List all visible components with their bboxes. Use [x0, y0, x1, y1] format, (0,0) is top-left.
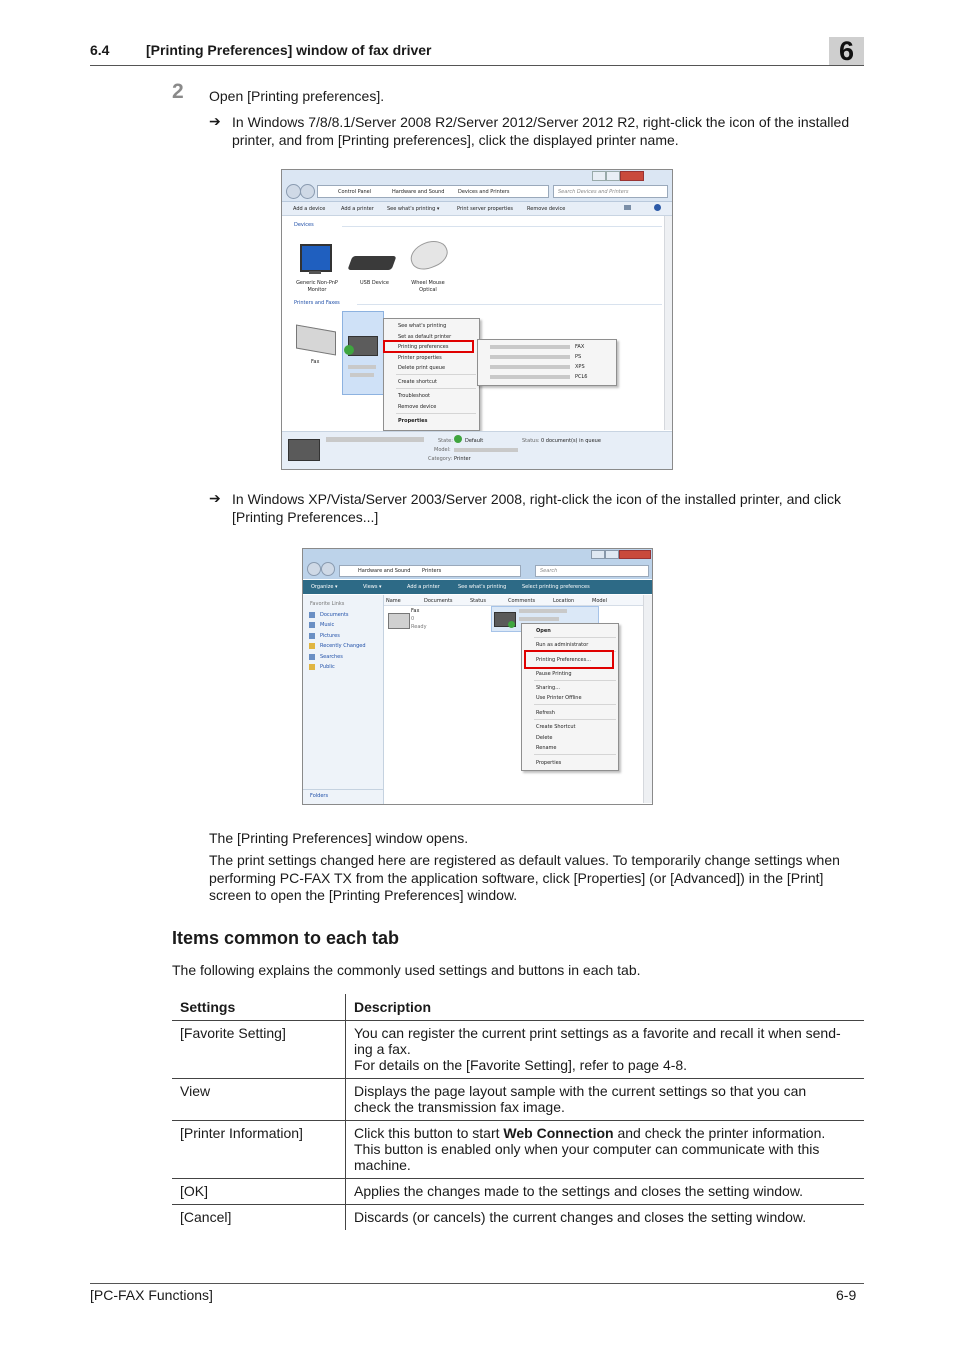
fax-machine-icon[interactable] — [296, 324, 336, 355]
column-documents[interactable]: Documents — [424, 598, 453, 604]
back-button[interactable] — [307, 562, 321, 576]
screenshot-devices-and-printers — [281, 169, 673, 470]
description-line: Applies the changes made to the settings and closes the setting window. — [354, 1183, 804, 1199]
usb-keyboard-icon[interactable] — [347, 256, 396, 270]
view-options-icon[interactable] — [624, 205, 631, 210]
table-row — [172, 1121, 864, 1179]
fax-label: Fax — [311, 359, 320, 365]
printer-name-obscured — [348, 365, 376, 369]
details-pane — [282, 431, 672, 470]
section-intro: The following explains the commonly used settings and buttons in each tab. — [172, 962, 641, 978]
details-category-value: Printer — [454, 456, 471, 462]
column-status[interactable]: Status — [470, 598, 486, 604]
obscured-printer-name — [490, 345, 570, 349]
add-device-button[interactable]: Add a device — [293, 206, 326, 212]
context-menu — [521, 623, 619, 771]
column-name[interactable]: Name — [386, 598, 401, 604]
devices-divider — [342, 226, 662, 227]
menu-remove-device[interactable]: Remove device — [398, 404, 437, 410]
details-model-label: Model: — [434, 447, 451, 453]
mouse-icon[interactable] — [407, 236, 452, 274]
printers-divider — [357, 304, 662, 305]
menu-rename[interactable]: Rename — [536, 745, 557, 751]
description-line: Displays the page layout sample with the current settings so that you can — [354, 1083, 807, 1099]
link-recently-changed[interactable]: Recently Changed — [320, 643, 366, 649]
section-number: 6.4 — [90, 42, 110, 58]
menu-troubleshoot[interactable]: Troubleshoot — [398, 393, 430, 399]
vertical-scrollbar[interactable] — [643, 595, 652, 803]
maximize-button[interactable] — [606, 171, 620, 181]
see-whats-printing-button[interactable]: See what's printing — [458, 584, 507, 590]
description-line: machine. — [354, 1157, 411, 1173]
menu-printing-preferences[interactable]: Printing preferences — [398, 344, 449, 350]
header-description: Description — [346, 994, 865, 1021]
arrow-bullet-icon: ➔ — [209, 113, 221, 129]
link-searches[interactable]: Searches — [320, 654, 343, 660]
column-header-row — [384, 595, 643, 606]
organize-button[interactable]: Organize ▾ — [311, 584, 338, 590]
bullet-windows7-line1: In Windows 7/8/8.1/Server 2008 R2/Server 2012/Server 2012 R2, right-click the icon of the installed — [232, 114, 850, 130]
chapter-number: 6 — [838, 36, 855, 66]
description-cell — [346, 1079, 865, 1121]
submenu-ps[interactable]: PS — [575, 354, 582, 360]
menu-separator — [534, 680, 616, 681]
details-category-label: Category: — [428, 456, 453, 462]
back-button[interactable] — [286, 184, 301, 199]
menu-sharing[interactable]: Sharing... — [536, 685, 560, 691]
command-bar — [303, 580, 652, 594]
setting-cell: [OK] — [172, 1179, 346, 1205]
folder-icon — [309, 612, 315, 618]
add-printer-button[interactable]: Add a printer — [341, 206, 374, 212]
menu-refresh[interactable]: Refresh — [536, 710, 555, 716]
highlight-printing-preferences — [524, 650, 614, 669]
fax-item-docs: 0 — [411, 616, 415, 622]
footer-manual-title: [PC-FAX Functions] — [90, 1287, 213, 1303]
breadcrumb-devices-and-printers[interactable]: Devices and Printers — [458, 189, 510, 195]
forward-button[interactable] — [321, 562, 335, 576]
setting-cell: View — [172, 1079, 346, 1121]
default-check-icon — [508, 621, 515, 628]
printer-name-obscured — [519, 609, 567, 613]
minimize-button[interactable] — [592, 171, 606, 181]
obscured-printer-name — [490, 375, 570, 379]
description-cell — [346, 1205, 865, 1231]
menu-delete-print-queue[interactable]: Delete print queue — [398, 365, 446, 371]
setting-cell: [Cancel] — [172, 1205, 346, 1231]
command-bar — [282, 202, 672, 216]
section-title: [Printing Preferences] window of fax driver — [146, 42, 432, 58]
fax-item-status: Ready — [411, 624, 427, 630]
address-bar[interactable] — [339, 565, 521, 577]
menu-properties[interactable]: Properties — [536, 760, 562, 766]
description-line: check the transmission fax image. — [354, 1099, 565, 1115]
fax-item-name[interactable]: Fax — [411, 608, 420, 614]
monitor-stand-icon — [309, 271, 321, 274]
breadcrumb-hardware-and-sound[interactable]: Hardware and Sound — [392, 189, 445, 195]
default-check-icon — [344, 345, 354, 355]
link-documents[interactable]: Documents — [320, 612, 349, 618]
section-heading: Items common to each tab — [172, 928, 400, 948]
menu-create-shortcut[interactable]: Create Shortcut — [536, 724, 576, 730]
close-button[interactable] — [620, 171, 644, 181]
description-cell — [346, 1179, 865, 1205]
link-pictures[interactable]: Pictures — [320, 633, 340, 639]
screenshot-vista-printers — [302, 548, 653, 805]
favorite-links-heading: Favorite Links — [310, 601, 345, 607]
bullet-windows7-line2: printer, and from [Printing preferences], click the displayed printer name. — [232, 132, 679, 148]
maximize-button[interactable] — [605, 550, 619, 559]
help-icon[interactable] — [654, 204, 661, 211]
details-status-value: 0 document(s) in queue — [541, 438, 601, 444]
obscured-printer-name — [490, 355, 570, 359]
menu-separator — [534, 719, 616, 720]
step-text: Open [Printing preferences]. — [209, 88, 385, 104]
folder-icon — [309, 622, 315, 628]
submenu-xps[interactable]: XPS — [575, 364, 585, 370]
table-header-row — [172, 994, 864, 1021]
settings-table — [172, 994, 864, 1230]
select-printing-preferences-button[interactable]: Select printing preferences — [522, 584, 590, 590]
column-location[interactable]: Location — [553, 598, 575, 604]
note-line3: screen to open the [Printing Preferences] window. — [209, 887, 518, 903]
search-input[interactable] — [553, 185, 668, 198]
navigation-pane — [303, 595, 384, 804]
printer-name-obscured-2 — [519, 617, 559, 621]
column-model[interactable]: Model — [592, 598, 608, 604]
printer-name-obscured-2 — [350, 373, 374, 377]
details-status-label: Status: — [522, 438, 540, 444]
menu-pause-printing[interactable]: Pause Printing — [536, 671, 572, 677]
monitor-icon[interactable] — [300, 244, 332, 272]
vertical-scrollbar[interactable] — [664, 216, 672, 430]
close-button[interactable] — [619, 550, 651, 559]
description-cell — [346, 1021, 865, 1079]
minimize-button[interactable] — [591, 550, 605, 559]
bullet-windowsxp-line1: In Windows XP/Vista/Server 2003/Server 2008, right-click the icon of the installed printer, and click — [232, 491, 842, 507]
description-cell — [346, 1121, 865, 1179]
table-row — [172, 1021, 864, 1079]
description-line: ing a fax. — [354, 1041, 411, 1057]
note-line2: performing PC-FAX TX from the application software, click [Properties] (or [Advanced]) in the [Print] — [209, 870, 824, 886]
footer-rule — [90, 1283, 864, 1284]
header-settings: Settings — [172, 994, 346, 1021]
table-row — [172, 1079, 864, 1121]
menu-separator — [396, 413, 476, 414]
description-line: This button is enabled only when your computer can communicate with this — [354, 1141, 820, 1157]
see-whats-printing-button[interactable]: See what's printing ▾ — [387, 206, 440, 212]
add-printer-button[interactable]: Add a printer — [407, 584, 440, 590]
context-menu — [383, 318, 480, 431]
search-placeholder: Search — [540, 568, 558, 574]
search-input[interactable] — [535, 565, 649, 577]
menu-see-whats-printing[interactable]: See what's printing — [398, 323, 447, 329]
footer-page-number: 6-9 — [836, 1287, 857, 1303]
description-line: You can register the current print settings as a favorite and recall it when send- — [354, 1025, 841, 1041]
menu-printing-preferences[interactable]: Printing Preferences... — [536, 657, 591, 663]
folder-icon — [309, 633, 315, 639]
default-state-icon — [454, 435, 462, 443]
setting-cell: [Favorite Setting] — [172, 1021, 346, 1079]
step-number: 2 — [172, 80, 184, 103]
description-text: Click this button to start — [354, 1125, 504, 1141]
menu-create-shortcut[interactable]: Create shortcut — [398, 379, 437, 385]
menu-printer-properties[interactable]: Printer properties — [398, 355, 442, 361]
breadcrumb-hardware-and-sound[interactable]: Hardware and Sound — [358, 568, 411, 574]
nav-divider — [303, 789, 383, 790]
description-text: and check the printer information. — [613, 1125, 826, 1141]
printing-preferences-submenu — [477, 339, 617, 386]
menu-delete[interactable]: Delete — [536, 735, 553, 741]
bullet-windowsxp-line2: [Printing Preferences...] — [232, 509, 379, 525]
folder-icon — [309, 664, 315, 670]
address-bar[interactable] — [317, 185, 549, 198]
menu-open[interactable]: Open — [536, 628, 551, 634]
printers-faxes-heading: Printers and Faxes — [294, 300, 340, 306]
folders-toggle[interactable]: Folders — [310, 793, 329, 799]
details-model-obscured — [454, 448, 518, 452]
highlight-printing-preferences — [383, 340, 474, 353]
menu-separator — [534, 754, 616, 755]
result-text: The [Printing Preferences] window opens. — [209, 830, 469, 846]
print-server-properties-button[interactable]: Print server properties — [457, 206, 514, 212]
menu-use-printer-offline[interactable]: Use Printer Offline — [536, 695, 582, 701]
menu-properties[interactable]: Properties — [398, 418, 428, 424]
device-usb-label: USB Device — [360, 280, 389, 286]
details-state-value: Default — [465, 438, 484, 444]
search-placeholder: Search Devices and Printers — [558, 189, 629, 195]
menu-run-as-administrator[interactable]: Run as administrator — [536, 642, 589, 648]
table-row — [172, 1179, 864, 1205]
note-line1: The print settings changed here are registered as default values. To temporarily change settings when — [209, 852, 840, 868]
column-comments[interactable]: Comments — [508, 598, 536, 604]
remove-device-button[interactable]: Remove device — [527, 206, 566, 212]
device-generic-monitor-label: Generic Non-PnP Monitor — [296, 280, 338, 293]
menu-set-default-printer[interactable]: Set as default printer — [398, 334, 452, 340]
submenu-fax[interactable]: FAX — [575, 344, 585, 350]
device-wheel-mouse-label: Wheel Mouse Optical — [411, 280, 445, 293]
folder-icon — [309, 643, 315, 649]
submenu-pcl6[interactable]: PCL6 — [575, 374, 588, 380]
link-public[interactable]: Public — [320, 664, 335, 670]
breadcrumb-control-panel[interactable]: Control Panel — [338, 189, 372, 195]
menu-separator — [534, 637, 616, 638]
setting-cell: [Printer Information] — [172, 1121, 346, 1179]
description-line — [354, 1125, 856, 1141]
table-row — [172, 1205, 864, 1231]
details-printer-icon — [288, 439, 320, 461]
obscured-printer-name — [490, 365, 570, 369]
views-button[interactable]: Views ▾ — [363, 584, 382, 590]
details-printer-name-obscured — [326, 437, 424, 442]
devices-heading: Devices — [294, 222, 314, 228]
arrow-bullet-icon: ➔ — [209, 490, 221, 506]
web-connection-term: Web Connection — [503, 1125, 614, 1141]
details-state-label: State: — [438, 438, 453, 444]
menu-separator — [396, 388, 476, 389]
menu-separator — [396, 374, 476, 375]
description-line: For details on the [Favorite Setting], refer to page 4-8. — [354, 1057, 688, 1073]
forward-button[interactable] — [300, 184, 315, 199]
menu-separator — [534, 704, 616, 705]
folder-icon — [309, 654, 315, 660]
header-rule — [90, 65, 864, 66]
link-music[interactable]: Music — [320, 622, 335, 628]
fax-icon[interactable] — [388, 613, 410, 629]
breadcrumb-printers[interactable]: Printers — [422, 568, 442, 574]
description-line: Discards (or cancels) the current changes and closes the setting window. — [354, 1209, 807, 1225]
